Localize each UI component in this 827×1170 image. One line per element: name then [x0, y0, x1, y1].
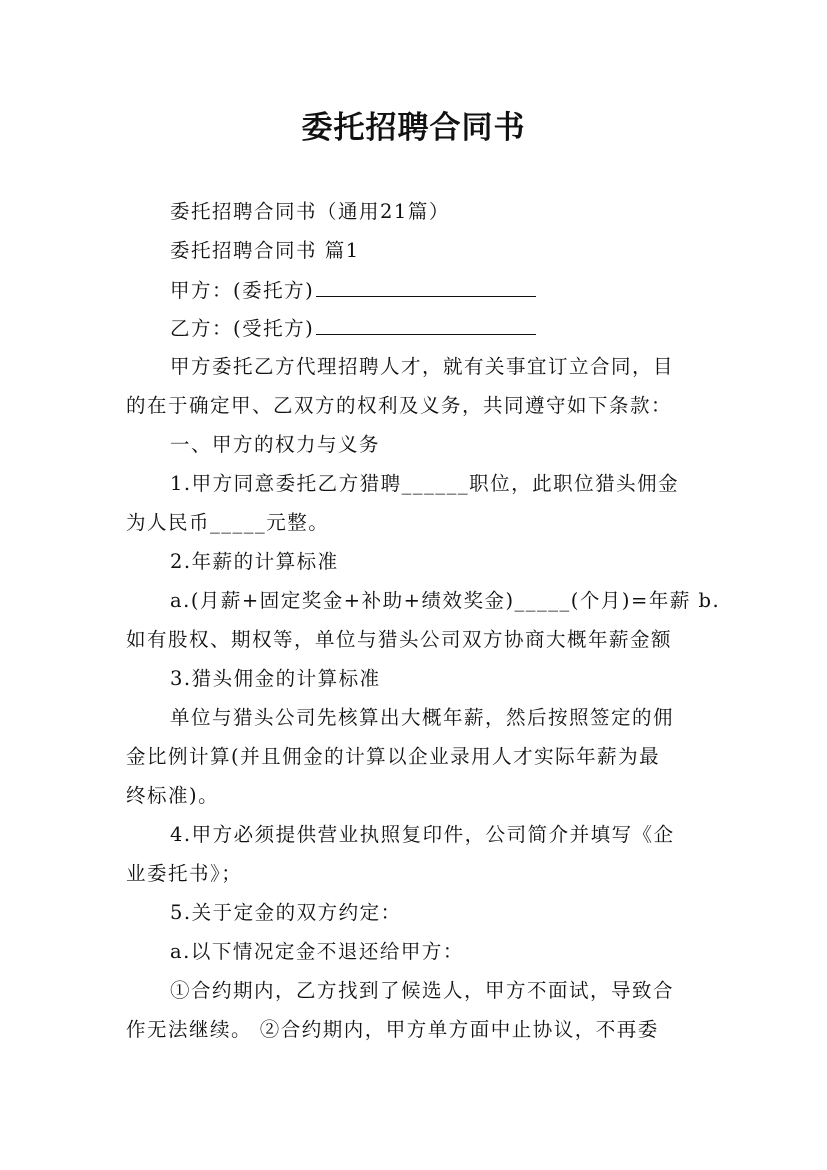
- party-a-line: [170, 278, 536, 303]
- paragraph-line: 终标准)。: [126, 784, 220, 807]
- paragraph-line: 单位与猎头公司先核算出大概年薪，然后按照签定的佣: [170, 706, 675, 729]
- party-a-label: 甲方：(委托方): [170, 279, 315, 302]
- clause-item: 5.关于定金的双方约定：: [170, 901, 402, 924]
- party-b-blank: [316, 316, 536, 335]
- paragraph-line: 甲方委托乙方代理招聘人才，就有关事宜订立合同，目: [170, 355, 675, 378]
- paragraph-line: 1.甲方同意委托乙方猎聘______职位，此职位猎头佣金: [170, 472, 680, 495]
- paragraph-line: 为人民币_____元整。: [126, 511, 330, 534]
- document-title: 委托招聘合同书: [301, 110, 526, 146]
- clause-heading: 一、甲方的权力与义务: [170, 433, 381, 456]
- paragraph-line: 金比例计算(并且佣金的计算以企业录用人才实际年薪为最: [126, 745, 661, 768]
- paragraph-line: 如有股权、期权等，单位与猎头公司双方协商大概年薪金额: [126, 628, 673, 651]
- paragraph-line: 业委托书》；: [126, 862, 243, 885]
- clause-item: 3.猎头佣金的计算标准: [170, 667, 381, 690]
- paragraph-line: a.(月薪+固定奖金+补助+绩效奖金)_____(个月)=年薪 b.: [170, 589, 721, 612]
- paragraph-line: 4.甲方必须提供营业执照复印件，公司简介并填写《企: [170, 823, 675, 846]
- clause-item: a.以下情况定金不退还给甲方：: [170, 940, 464, 963]
- doc-subtitle: 委托招聘合同书（通用21篇）: [170, 200, 450, 223]
- clause-item: 2.年薪的计算标准: [170, 550, 339, 573]
- paragraph-line: 作无法继续。 ②合约期内，甲方单方面中止协议，不再委: [126, 1018, 659, 1041]
- section-heading: 委托招聘合同书 篇1: [170, 239, 360, 262]
- party-a-blank: [316, 278, 536, 297]
- paragraph-line: 的在于确定甲、乙双方的权利及义务，共同遵守如下条款：: [126, 394, 673, 417]
- party-b-label: 乙方：(受托方): [170, 317, 315, 340]
- paragraph-line: ①合约期内，乙方找到了候选人，甲方不面试，导致合: [170, 979, 675, 1002]
- party-b-line: [170, 316, 536, 341]
